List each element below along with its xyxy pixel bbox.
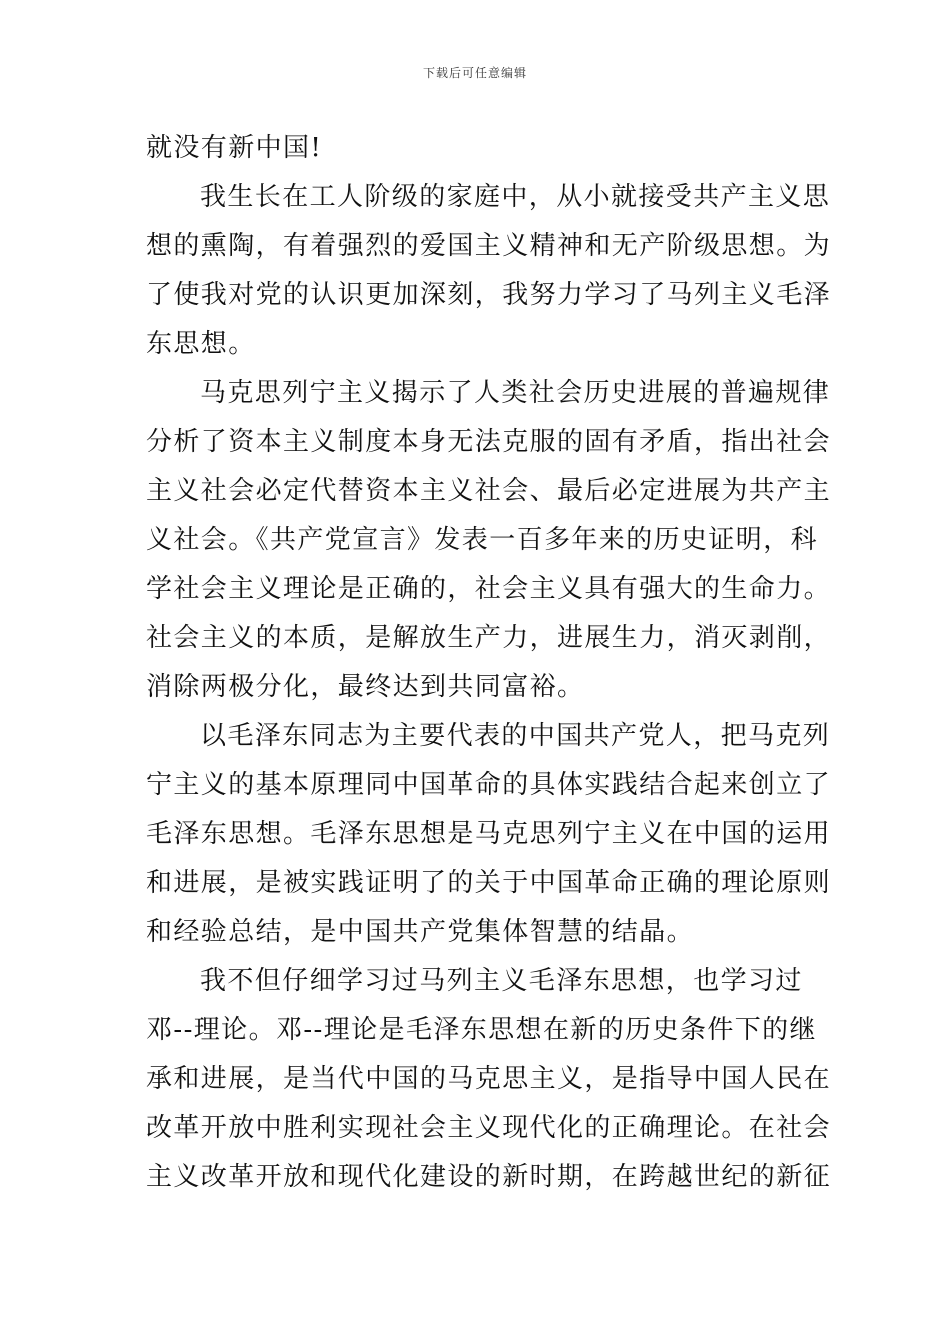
paragraph-2 xyxy=(146,173,832,369)
paragraph-3 xyxy=(146,369,832,712)
page-header: 下载后可任意编辑 xyxy=(422,66,527,80)
text-line: 了使我对党的认识更加深刻，我努力学习了马列主义毛泽 xyxy=(146,280,832,310)
text-line: 宁主义的基本原理同中国革命的具体实践结合起来创立了 xyxy=(146,770,832,800)
text-line: 以毛泽东同志为主要代表的中国共产党人，把马克列 xyxy=(200,721,831,751)
text-line: 毛泽东思想。毛泽东思想是马克思列宁主义在中国的运用 xyxy=(146,819,832,849)
text-line: 社会主义的本质，是解放生产力，进展生力，消灭剥削， xyxy=(146,623,832,653)
paragraph-1 xyxy=(146,124,806,173)
text-line: 我生长在工人阶级的家庭中，从小就接受共产主义思 xyxy=(200,182,831,212)
text-line: 改革开放中胜利实现社会主义现代化的正确理论。在社会 xyxy=(146,1113,832,1143)
text-line: 马克思列宁主义揭示了人类社会历史进展的普遍规律 xyxy=(200,378,831,408)
text-line: 邓--理论。邓--理论是毛泽东思想在新的历史条件下的继 xyxy=(146,1015,817,1045)
text-line: 承和进展，是当代中国的马克思主义，是指导中国人民在 xyxy=(146,1064,832,1094)
text-line: 义社会。《共产党宣言》发表一百多年来的历史证明，科 xyxy=(146,525,819,555)
paragraph-4 xyxy=(146,712,832,957)
document-body xyxy=(146,124,832,1202)
text-line: 就没有新中国! xyxy=(146,133,323,163)
text-line: 我不但仔细学习过马列主义毛泽东思想，也学习过 xyxy=(200,966,803,996)
text-line: 消除两极分化，最终达到共同富裕。 xyxy=(146,672,585,702)
text-line: 主义社会必定代替资本主义社会、最后必定进展为共产主 xyxy=(146,476,832,506)
paragraph-5 xyxy=(146,957,832,1202)
text-line: 主义改革开放和现代化建设的新时期，在跨越世纪的新征 xyxy=(146,1162,832,1192)
text-line: 分析了资本主义制度本身无法克服的固有矛盾，指出社会 xyxy=(146,427,832,457)
text-line: 想的熏陶，有着强烈的爱国主义精神和无产阶级思想。为 xyxy=(146,231,832,261)
text-line: 东思想。 xyxy=(146,329,256,359)
text-line: 和经验总结，是中国共产党集体智慧的结晶。 xyxy=(146,917,695,947)
text-line: 学社会主义理论是正确的，社会主义具有强大的生命力。 xyxy=(146,574,832,604)
text-line: 和进展，是被实践证明了的关于中国革命正确的理论原则 xyxy=(146,868,832,898)
